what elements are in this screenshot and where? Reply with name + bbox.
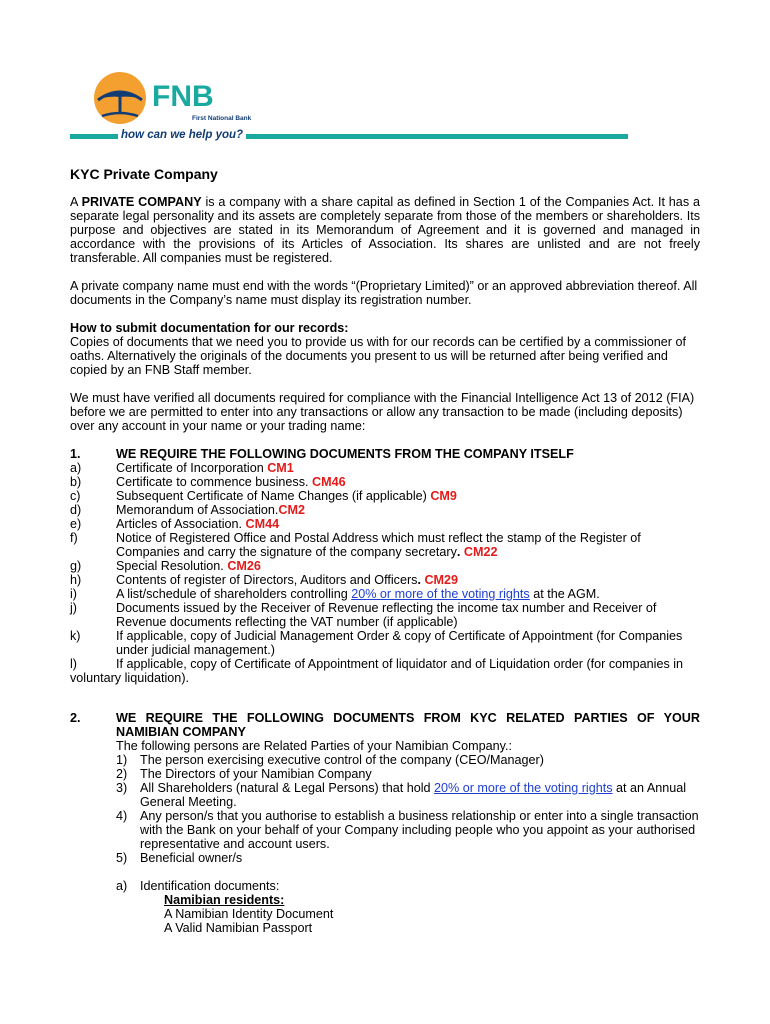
cm-code: CM26 [227,559,261,573]
tagline-bar-left [70,134,120,139]
item-text: A list/schedule of shareholders controlling 20% or more of the voting rights at the AGM. [116,587,600,601]
item-label: 1) [116,753,128,767]
related-party-5 [116,851,700,865]
identification-documents-item: a) Identification documents: [116,879,280,893]
item-text: The person exercising executive control of the company (CEO/Manager) [140,753,544,767]
item-text: All Shareholders (natural & Legal Persons) that hold 20% or more of the voting rights at an Annual General Meeting. [140,781,687,809]
section-2-intro: The following persons are Related Parties of your Namibian Company.: [116,739,512,753]
voting-rights-link[interactable]: 20% or more of the voting rights [434,781,613,795]
item-text: Documents issued by the Receiver of Revenue reflecting the income tax number and Receiver of Revenue documents reflecting the VAT number (if applicable) [116,601,657,629]
item-label: g) [70,559,82,573]
resident-doc-2: A Valid Namibian Passport [164,921,313,935]
cm-code: CM22 [463,545,498,559]
item-label: c) [70,489,81,503]
submit-heading: How to submit documentation for our records: [70,321,349,335]
item-text: Memorandum of Association.CM2 [116,503,305,517]
section-1-item-g [70,559,700,573]
section-1-item-b [70,475,700,489]
tagline-bar-right [230,134,628,139]
item-text: Special Resolution. CM26 [116,559,261,573]
item-text: Subsequent Certificate of Name Changes (if applicable) CM9 [116,489,457,503]
related-party-3 [116,781,700,809]
cm-code: CM1 [267,461,294,475]
section-1-item-e [70,517,700,531]
item-text: If applicable, copy of Judicial Management Order & copy of Certificate of Appointment (for Companies under judicial management.) [116,629,683,657]
cm-code: CM44 [245,517,280,531]
related-party-1 [116,753,700,767]
tagline-text: how can we help you? [118,128,246,142]
cm-code: CM9 [430,489,457,503]
section-1-item-a [70,461,700,475]
logo-subtitle: First National Bank [192,115,252,122]
intro-paragraph-3: How to submit documentation for our records: Copies of documents that we need you to provide us with for our records can be certified by a commissioner of oaths. Alternatively the originals of the documents you present to us will be returned after being verified and copied by an FNB Staff member. [70,321,687,377]
item-label: e) [70,517,82,531]
item-label: 5) [116,851,128,865]
section-1-item-j [70,601,700,629]
intro-paragraph-2: A private company name must end with the words “(Proprietary Limited)” or an approved abbreviation thereof. All documents in the Company’s name must display its registration number. [70,279,698,307]
item-label: j) [70,601,77,615]
section-1-heading: 1. WE REQUIRE THE FOLLOWING DOCUMENTS FROM THE COMPANY ITSELF [70,447,574,461]
item-text: Beneficial owner/s [140,851,243,865]
resident-doc-1: A Namibian Identity Document [164,907,334,921]
section-1-item-d [70,503,700,517]
cm-code: CM2 [278,503,305,517]
item-label: 3) [116,781,128,795]
item-label: 4) [116,809,128,823]
tagline-bar [70,131,628,140]
intro-paragraph-4: We must have verified all documents required for compliance with the Financial Intelligence Act 13 of 2012 (FIA) before we are permitted to enter into any transactions or allow any transaction to be made (including deposits) over any account in your name or your trading name: [70,391,695,433]
item-label: 2) [116,767,128,781]
item-label: h) [70,573,82,587]
section-1-list [70,461,700,685]
section-1-item-l: l) If applicable, copy of Certificate of Appointment of liquidator and of Liquidation order (for companies in voluntary liquidation). [70,657,684,685]
item-text: Certificate to commence business. CM46 [116,475,346,489]
section-1-item-k [70,629,700,657]
item-text: Any person/s that you authorise to establish a business relationship or enter into a single transaction with the Bank on your behalf of your Company including people who you appoint as your authorised representative and account users. [140,809,699,851]
related-party-2 [116,767,700,781]
section-1-item-i [70,587,700,601]
section-1-item-c [70,489,700,503]
voting-rights-link[interactable]: 20% or more of the voting rights [351,587,530,601]
namibian-residents-heading: Namibian residents: [164,893,285,907]
page-title: KYC Private Company [70,166,218,182]
section-2 [70,711,700,935]
cm-code: CM46 [311,475,346,489]
logo-wordmark: FNB [152,80,214,113]
item-text: Contents of register of Directors, Auditors and Officers. CM29 [116,573,459,587]
section-2-body [116,739,700,935]
section-2-heading: 2. WE REQUIRE THE FOLLOWING DOCUMENTS FROM KYC RELATED PARTIES OF YOUR NAMIBIAN COMPANY [70,711,700,739]
section-1-item-h [70,573,700,587]
item-text: The Directors of your Namibian Company [140,767,372,781]
item-label: k) [70,629,81,643]
intro-paragraph-1: A PRIVATE COMPANY is a company with a share capital as defined in Section 1 of the Companies Act. It has a separate legal personality and its assets are completely separate from those of the members or shareholders. Its purpose and objectives are stated in its Memorandum of Agreement and it is governed and managed in accordance with the provisions of its Articles of Association. Its shares are unlisted and are not freely transferable. All companies must be registered. [70,195,700,265]
related-party-4 [116,809,700,851]
section-1-item-f [70,531,700,559]
item-text: Notice of Registered Office and Postal Address which must reflect the stamp of the Register of Companies and carry the signature of the company secretary. CM22 [116,531,641,559]
item-text: Articles of Association. CM44 [116,517,280,531]
namibian-residents-block [164,893,700,935]
fnb-logo [92,70,252,126]
section-2-list [116,753,700,865]
item-label: a) [70,461,82,475]
section-1 [70,447,700,685]
item-label: f) [70,531,78,545]
item-label: b) [70,475,82,489]
cm-code: CM29 [424,573,459,587]
document-body [70,160,700,935]
item-text: Certificate of Incorporation CM1 [116,461,294,475]
item-label: d) [70,503,82,517]
item-label: i) [70,587,77,601]
